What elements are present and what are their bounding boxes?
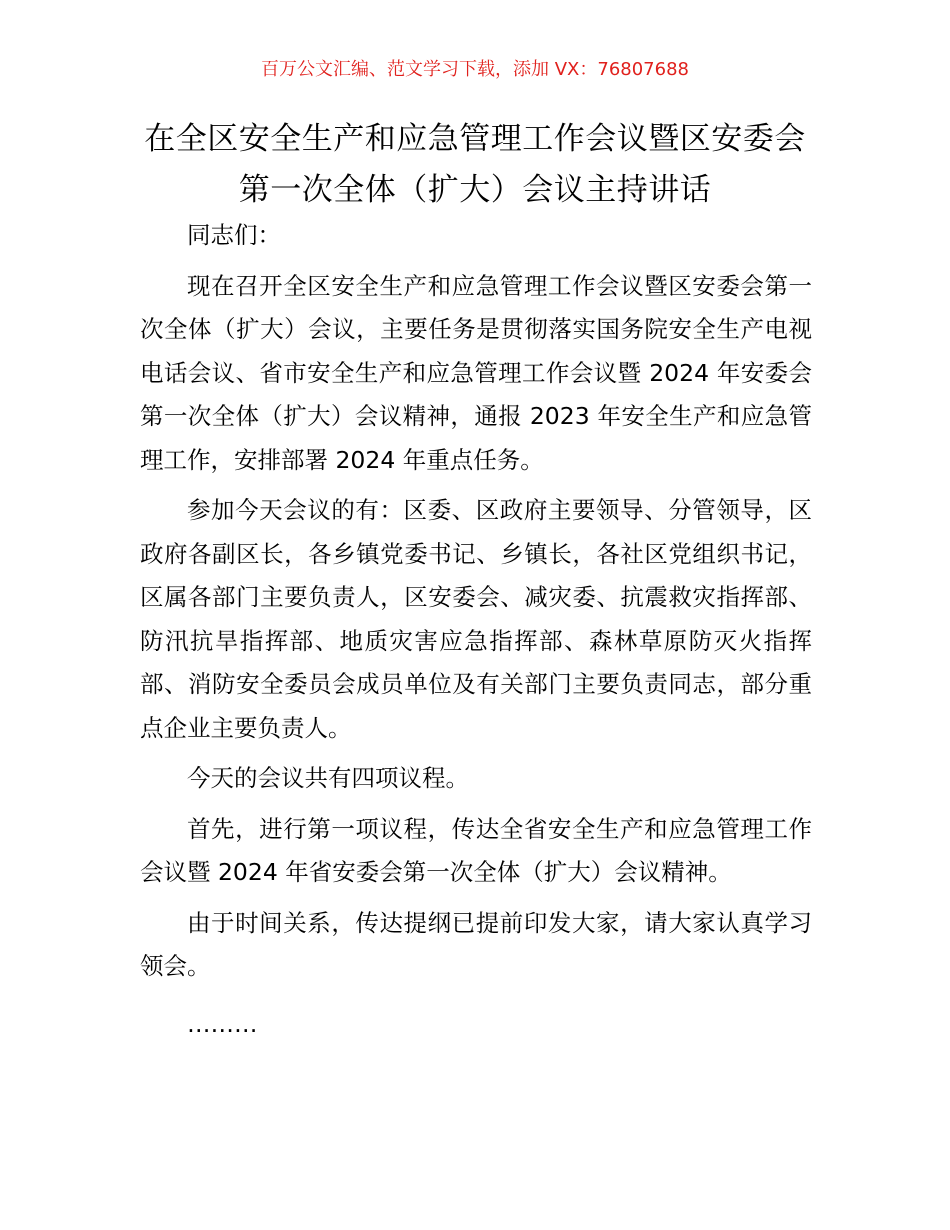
salutation-paragraph: 同志们： bbox=[187, 221, 281, 249]
ellipsis-paragraph: ……… bbox=[187, 1009, 258, 1038]
body-paragraph: 参加今天会议的有：区委、区政府主要领导、分管领导，区政府各副区长，各乡镇党委书记、乡镇长，各社区党组织书记，区属各部门主要负责人，区安委会、减灾委、抗震救灾指挥部、防汛抗旱指挥部、地质灾害应急指挥部、森林草原防灭火指挥部、消防安全委员会成员单位及有关部门主要负责同志，部分重点企业主要负责人。 bbox=[140, 496, 812, 742]
body-paragraph: 首先，进行第一项议程，传达全省安全生产和应急管理工作会议暨 2024 年省安委会第一次全体（扩大）会议精神。 bbox=[140, 814, 812, 886]
body-paragraph: 今天的会议共有四项议程。 bbox=[187, 764, 469, 792]
document-body bbox=[140, 214, 812, 1053]
body-paragraph: 现在召开全区安全生产和应急管理工作会议暨区安委会第一次全体（扩大）会议，主要任务是贯彻落实国务院安全生产电视电话会议、省市安全生产和应急管理工作会议暨 2024 年安委会第一次全体（扩大）会议精神，通报 2023 年安全生产和应急管理工作，安排部署 2024 年重点任务。 bbox=[140, 271, 812, 474]
document-title: 在全区安全生产和应急管理工作会议暨区安委会第一次全体（扩大）会议主持讲话 bbox=[144, 121, 806, 208]
body-paragraph: 由于时间关系，传达提纲已提前印发大家，请大家认真学习领会。 bbox=[140, 908, 812, 980]
header-watermark-note: 百万公文汇编、范文学习下载，添加 VX：76807688 bbox=[261, 59, 689, 80]
